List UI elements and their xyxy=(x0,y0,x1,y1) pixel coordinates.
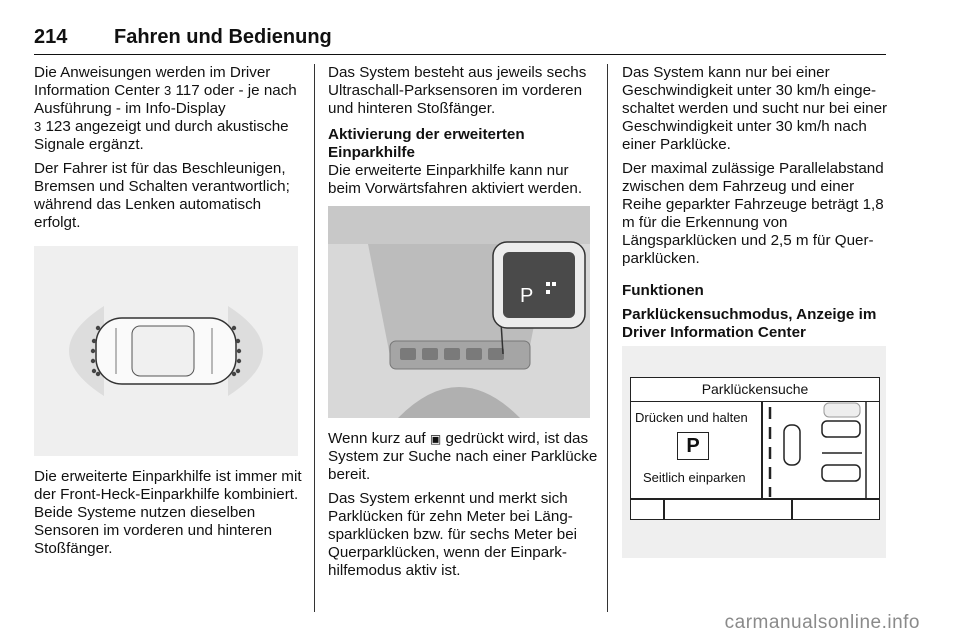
section-title: Fahren und Bedienung xyxy=(114,26,332,48)
heading-functions: Funktionen xyxy=(622,282,704,299)
dic-screen xyxy=(630,377,880,520)
paragraph-button-press: Wenn kurz auf ▣ gedrückt wird, ist das System zur Suche nach einer Parklücke bereit. xyxy=(328,430,598,483)
heading-search-mode: Parklückensuchmodus, Anzeige im Driver Information Center xyxy=(622,306,877,341)
paragraph-forward-only: Die erweiterte Einparkhilfe kann nur beim Vorwärtsfahren aktiviert werden. xyxy=(328,162,583,197)
column-divider xyxy=(314,64,315,612)
car-sensor-diagram xyxy=(34,246,298,456)
watermark: carmanualsonline.info xyxy=(724,612,920,633)
column-2 xyxy=(328,64,598,586)
park-assist-icon: P xyxy=(520,285,534,307)
paragraph-instructions: Die Anweisungen werden im Driver Information Center 3 117 oder - je nach Ausführung - im Info-Display 3 123 angezeigt und durch akustische Signale ergänzt. xyxy=(34,64,297,153)
dic-title: Parklückensuche xyxy=(631,378,879,402)
driver-information-center-display xyxy=(622,346,886,558)
console-illustration xyxy=(328,206,590,418)
paragraph-driver-responsibility: Der Fahrer ist für das Beschleunigen, Bremsen und Schalten verantwortlich; während das Lenken automatisch erfolgt. xyxy=(34,160,290,231)
park-assist-button-icon: ▣ xyxy=(429,432,442,446)
page-header xyxy=(34,22,886,55)
page-reference-icon: 3 xyxy=(34,119,42,134)
page-number: 214 xyxy=(34,26,68,48)
paragraph-speed-limit: Das System kann nur bei einer Geschwindigkeit unter 30 km/h eingeschaltet werden und sucht nur bei einer Geschwindigkeit unter 30 km/h nach einer Parklücke. xyxy=(622,64,888,153)
column-1 xyxy=(34,64,302,564)
paragraph-combined-systems: Die erweiterte Einparkhilfe ist immer mit der Front-Heck-Einparkhilfe kombiniert. Beide Systeme nutzen dieselben Sensoren im vorderen und hinteren Stoßfänger. xyxy=(34,468,302,557)
dic-instruction: Drücken und halten xyxy=(635,410,748,425)
column-3 xyxy=(622,64,890,558)
dic-park-assist-icon: P xyxy=(677,432,709,460)
heading-activation: Aktivierung der erweiterten Einparkhilfe xyxy=(328,126,525,161)
sensor-coverage-illustration xyxy=(34,246,298,456)
dic-mode-label: Seitlich einparken xyxy=(643,470,746,485)
center-console-photo xyxy=(328,206,590,418)
column-divider xyxy=(607,64,608,612)
dic-parking-graphic xyxy=(762,401,878,498)
paragraph-detection-range: Das System erkennt und merkt sich Parklücken für zehn Meter bei Längsparklücken bzw. für sechs Meter bei Querparklücken, wenn der Einparkhilfemodus aktiv ist. xyxy=(328,490,578,579)
paragraph-sensors: Das System besteht aus jeweils sechs Ultraschall-Parksensoren im vorderen und hinteren Stoßfänger. xyxy=(328,64,587,117)
paragraph-parallel-distance: Der maximal zulässige Parallelabstand zwischen dem Fahrzeug und einer Reihe geparkter Fahrzeuge beträgt 1,8 m für die Erkennung von Längsparklücken und 2,5 m für Querparklücken. xyxy=(622,160,884,267)
page-reference-icon: 3 xyxy=(164,83,172,98)
